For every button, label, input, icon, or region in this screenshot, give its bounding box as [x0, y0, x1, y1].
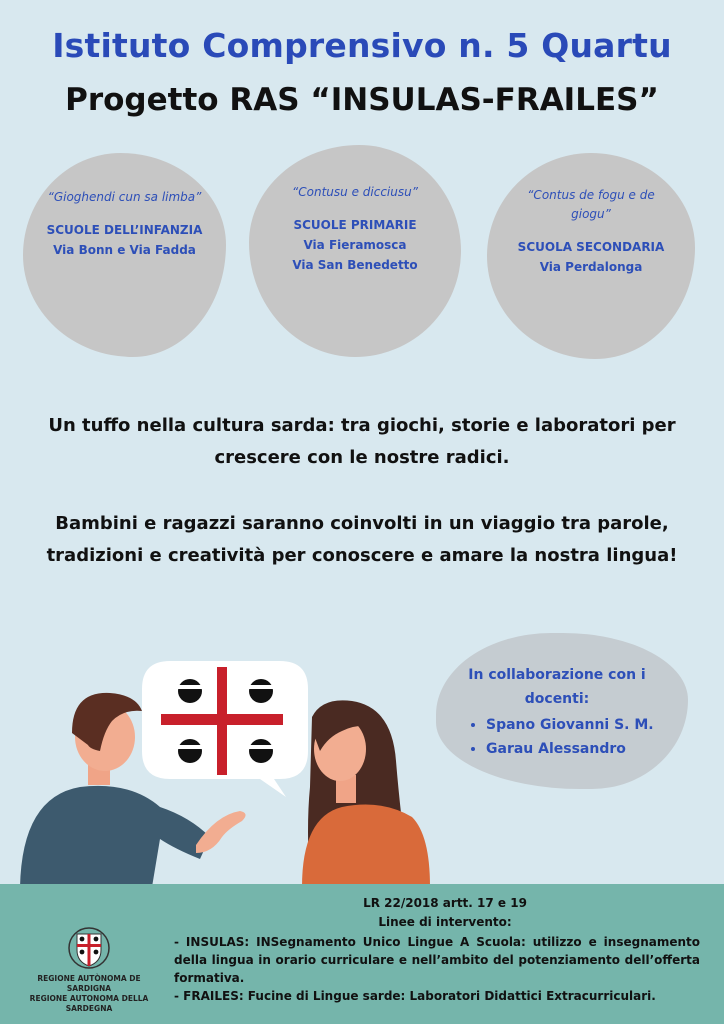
- lines-heading: Linee di intervento:: [378, 915, 512, 929]
- intro-paragraph-2: Bambini e ragazzi saranno coinvolti in un viaggio tra parole, tradizioni e creatività per conoscere e amare la nostra lingua!: [46, 513, 678, 566]
- school-title: Istituto Comprensivo n. 5 Quartu: [52, 26, 672, 65]
- collaboration-box: [436, 633, 688, 789]
- school-motto: “Gioghendi cun sa limba”: [47, 190, 202, 204]
- region-name-italian: REGIONE AUTONOMA DELLA SARDEGNA: [29, 994, 149, 1013]
- woman-figure-icon: [302, 700, 430, 887]
- insulas-description: - INSULAS: INSegnamento Unico Lingue A Scuola: utilizzo e insegnamento della lingua in orario curriculare e nell’ambito del potenziamento dell’offerta formativa.: [174, 935, 700, 985]
- footer-band: [0, 884, 724, 1024]
- conversation-illustration: [0, 655, 460, 887]
- collaboration-heading: In collaborazione con i docenti:: [468, 667, 646, 707]
- school-card-secondaria: [487, 153, 695, 359]
- school-card-infanzia: [23, 153, 226, 357]
- school-level: SCUOLE DELL’INFANZIA: [46, 223, 203, 237]
- school-address: Via Fieramosca Via San Benedetto: [292, 238, 418, 272]
- project-title: Progetto RAS “INSULAS-FRAILES”: [65, 82, 659, 118]
- sardinia-coat-of-arms-icon: [67, 924, 111, 970]
- school-address: Via Perdalonga: [539, 260, 643, 274]
- teacher-item: • Spano Giovanni S. M.: [486, 713, 688, 737]
- school-card-primarie: [249, 145, 461, 357]
- school-level: SCUOLE PRIMARIE: [293, 218, 417, 232]
- frailes-description: - FRAILES: Fucine di Lingue sarde: Laboratori Didattici Extracurriculari.: [174, 989, 656, 1003]
- region-logo: [24, 924, 154, 1014]
- law-reference: LR 22/2018 artt. 17 e 19: [363, 896, 527, 910]
- teacher-item: • Garau Alessandro: [486, 737, 688, 761]
- teacher-list: [472, 713, 688, 761]
- school-motto: “Contusu e dicciusu”: [292, 185, 418, 199]
- school-motto: “Contus de fogu e de giogu”: [527, 188, 655, 221]
- school-level: SCUOLA SECONDARIA: [517, 240, 665, 254]
- school-address: Via Bonn e Via Fadda: [53, 243, 196, 257]
- intro-paragraph-1: Un tuffo nella cultura sarda: tra giochi, storie e laboratori per crescere con le nostre radici.: [48, 415, 676, 468]
- region-name-sardinian: REGIONE AUTÒNOMA DE SARDIGNA: [37, 974, 141, 993]
